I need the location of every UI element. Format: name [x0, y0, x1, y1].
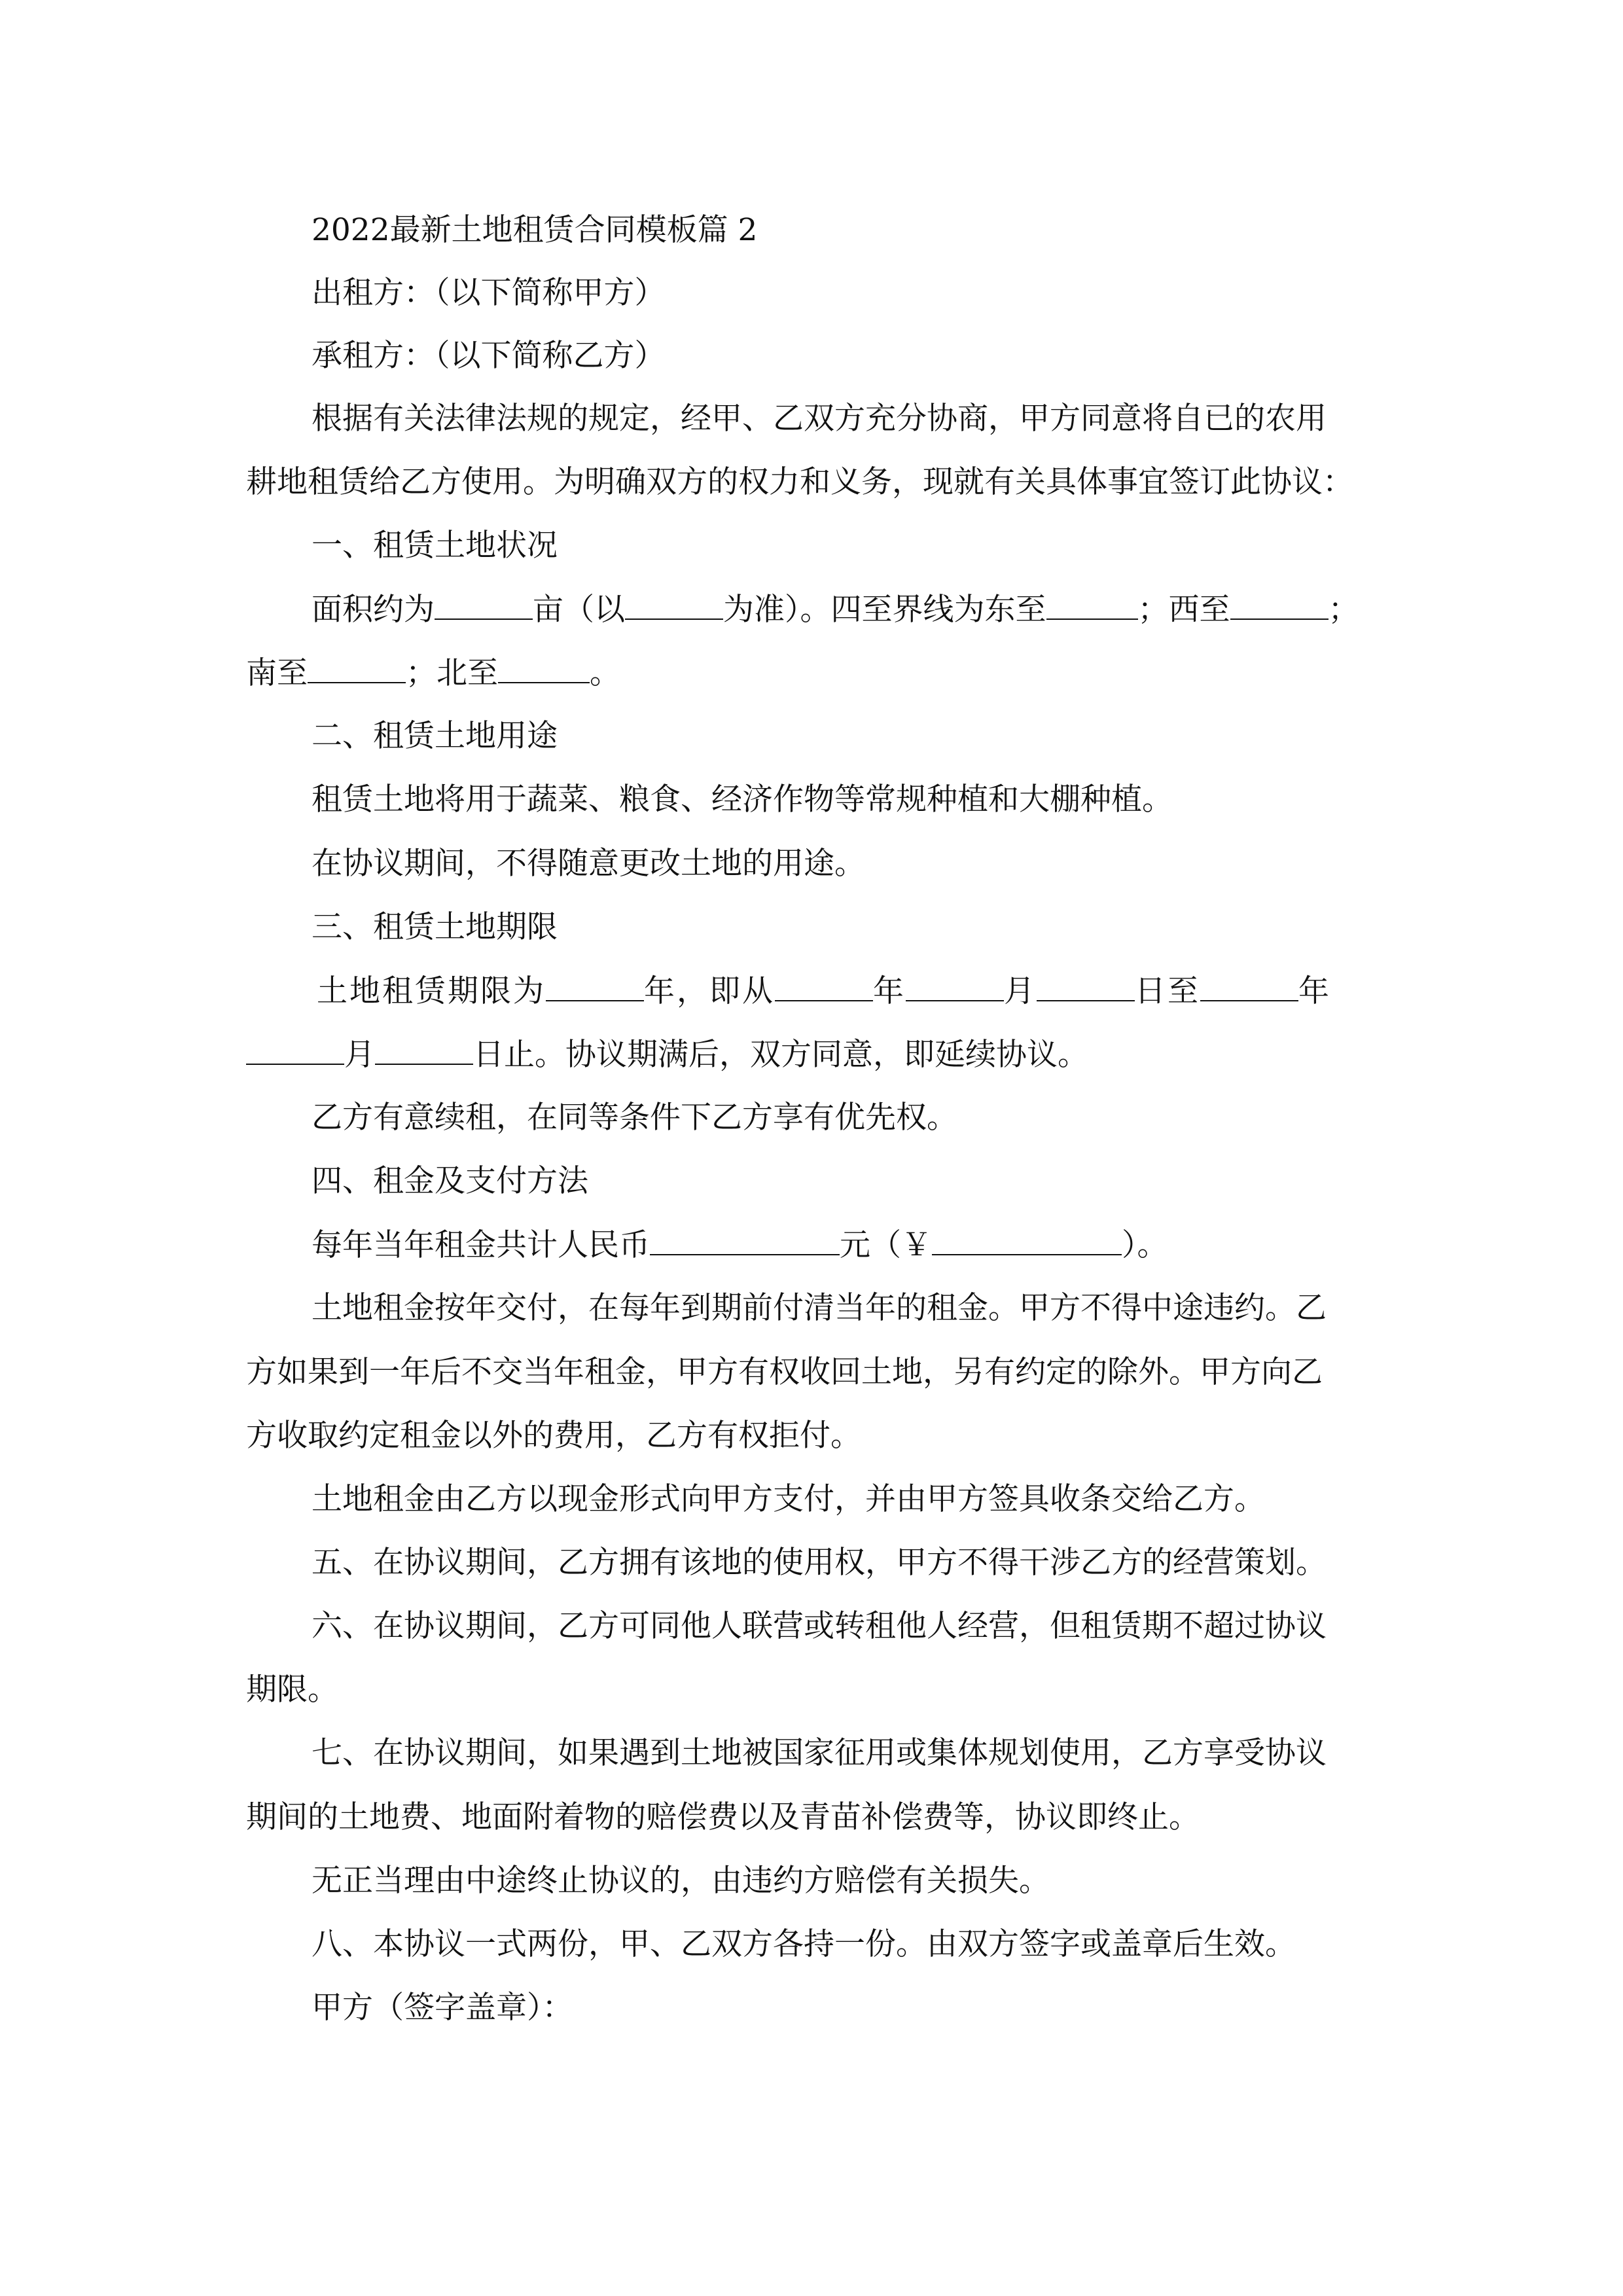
section-2-text-2: 在协议期间，不得随意更改土地的用途。	[312, 846, 865, 882]
end-day-blank[interactable]	[375, 1035, 473, 1065]
lessor-line: 出租方：（以下简称甲方）	[312, 275, 666, 311]
area-blank[interactable]	[435, 590, 533, 620]
section-4-paragraph-1-line-2: 方如果到一年后不交当年租金，甲方有权收回土地，另有约定的除外。甲方向乙	[246, 1354, 1323, 1390]
start-year-blank[interactable]	[775, 971, 873, 1001]
west-boundary-blank[interactable]	[1230, 590, 1329, 620]
section-1-heading: 一、租赁土地状况	[312, 528, 558, 564]
end-year-blank[interactable]	[1200, 971, 1298, 1001]
section-4-paragraph-1-line-3: 方收取约定租金以外的费用，乙方有权拒付。	[246, 1418, 861, 1454]
party-a-signature-line: 甲方（签字盖章）：	[312, 1990, 573, 2026]
section-7-line-3: 无正当理由中途终止协议的，由违约方赔偿有关损失。	[312, 1863, 1050, 1899]
section-7-line-2: 期间的土地费、地面附着物的赔偿费以及青苗补偿费等，协议即终止。	[246, 1799, 1200, 1835]
section-2-heading: 二、租赁土地用途	[312, 718, 558, 754]
south-boundary-blank[interactable]	[308, 653, 406, 683]
start-month-blank[interactable]	[906, 971, 1004, 1001]
section-2-text-1: 租赁土地将用于蔬菜、粮食、经济作物等常规种植和大棚种植。	[312, 781, 1173, 817]
intro-paragraph-line-1: 根据有关法律法规的规定，经甲、乙双方充分协商，甲方同意将自已的农用	[312, 401, 1327, 437]
intro-paragraph-line-2: 耕地租赁给乙方使用。为明确双方的权力和义务，现就有关具体事宜签订此协议：	[246, 464, 1353, 500]
section-4-heading: 四、租金及支付方法	[312, 1163, 588, 1199]
east-boundary-blank[interactable]	[1046, 590, 1138, 620]
section-5: 五、在协议期间，乙方拥有该地的使用权，甲方不得干涉乙方的经营策划。	[312, 1545, 1327, 1581]
section-7-line-1: 七、在协议期间，如果遇到土地被国家征用或集体规划使用，乙方享受协议	[312, 1735, 1327, 1771]
section-8: 八、本协议一式两份，甲、乙双方各持一份。由双方签字或盖章后生效。	[312, 1926, 1296, 1962]
section-4-paragraph-1-line-1: 土地租金按年交付，在每年到期前付清当年的租金。甲方不得中途违约。乙	[312, 1290, 1327, 1326]
section-1-area-line: 面积约为 亩（以 为准）。四至界线为东至 ；西至 ；	[0, 590, 1623, 630]
north-boundary-blank[interactable]	[498, 653, 590, 683]
section-1-boundary-line: 南至 ；北至 。	[0, 653, 1623, 693]
section-6-line-2: 期限。	[246, 1672, 338, 1708]
document-title: 2022最新土地租赁合同模板篇 2	[312, 212, 758, 248]
standard-blank[interactable]	[625, 590, 723, 620]
start-day-blank[interactable]	[1037, 971, 1135, 1001]
rent-amount-words-blank[interactable]	[650, 1225, 840, 1255]
section-3-heading: 三、租赁土地期限	[312, 909, 558, 945]
rent-amount-figures-blank[interactable]	[932, 1225, 1122, 1255]
section-3-term-line-2: 月 日止。协议期满后，双方同意，即延续协议。	[0, 1035, 1623, 1075]
section-4-paragraph-2: 土地租金由乙方以现金形式向甲方支付，并由甲方签具收条交给乙方。	[312, 1481, 1265, 1517]
lessee-line: 承租方：（以下简称乙方）	[312, 338, 666, 374]
section-3-renewal: 乙方有意续租，在同等条件下乙方享有优先权。	[312, 1100, 957, 1136]
section-3-term-line-1: 土地租赁期限为 年，即从 年 月 日至 年	[0, 971, 1623, 1011]
section-6-line-1: 六、在协议期间，乙方可同他人联营或转租他人经营，但租赁期不超过协议	[312, 1608, 1327, 1644]
term-years-blank[interactable]	[546, 971, 644, 1001]
end-month-blank[interactable]	[246, 1035, 344, 1065]
section-4-rent-line: 每年当年租金共计人民币 元（￥ ）。	[0, 1225, 1623, 1265]
